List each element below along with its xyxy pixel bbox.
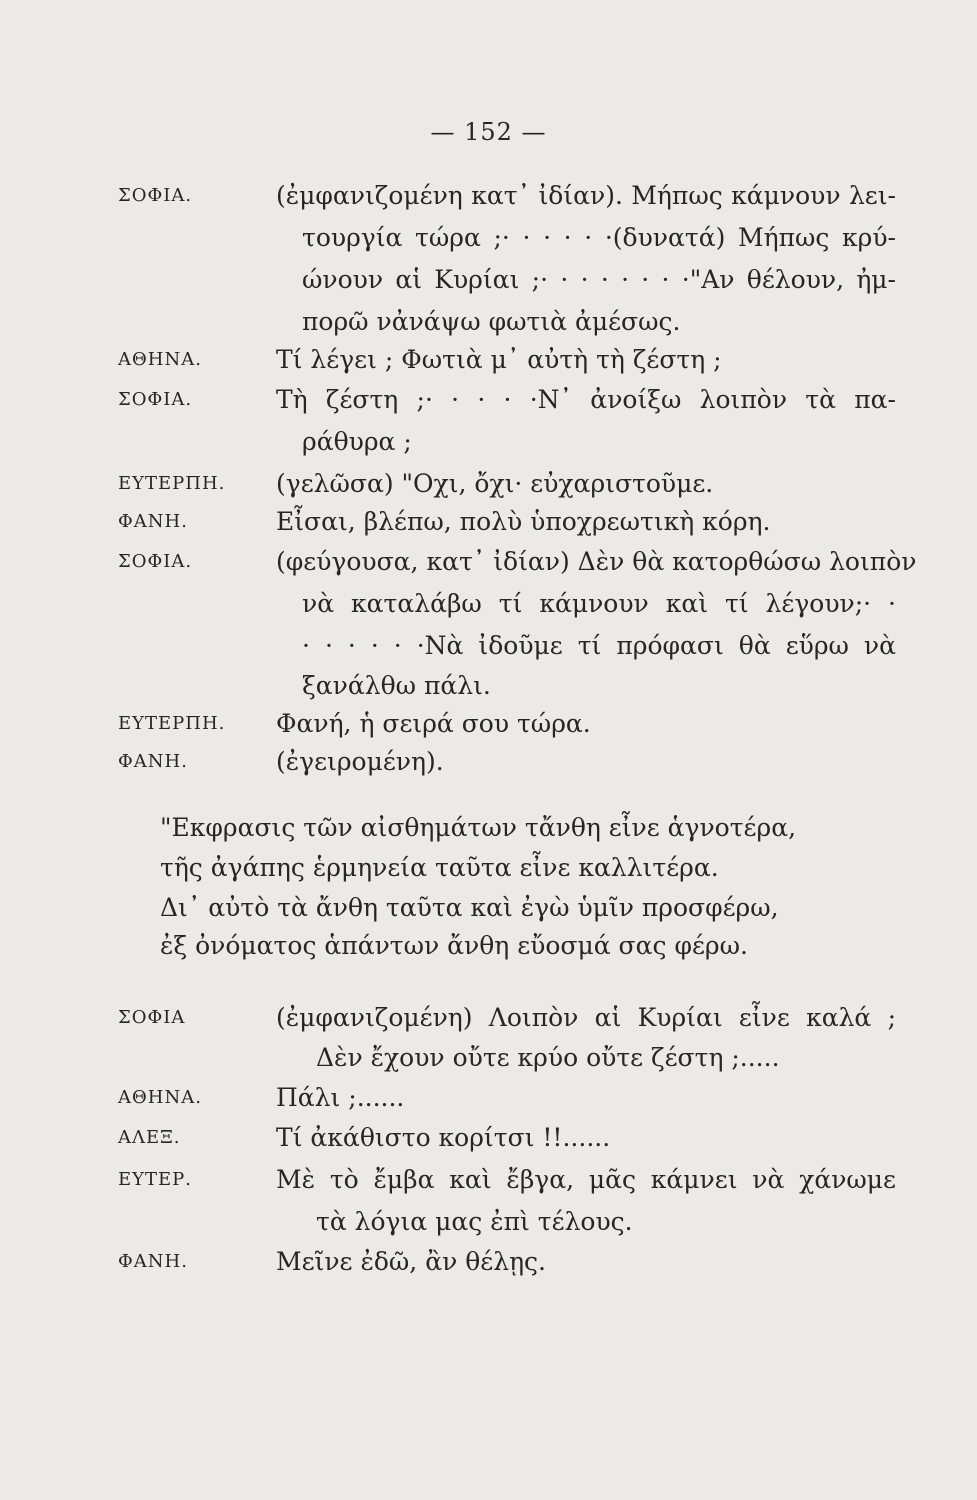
dialogue-line: Φανή, ἡ σειρά σου τώρα. — [276, 709, 591, 738]
speaker-name: ΕΥΤΕΡ. — [118, 1169, 193, 1190]
dialogue-line: ώνουν αἱ Κυρίαι ;· · · · · · · ·"Αν θέλουν, ἠμ- — [302, 265, 896, 294]
dialogue-entry — [0, 742, 977, 782]
poem-line: "Εκφρασις τῶν αἰσθημάτων τἄνθη εἶνε ἁγνοτέρα, — [160, 813, 797, 842]
dialogue-line: Πάλι ;...... — [276, 1083, 405, 1112]
dialogue-entry — [0, 1242, 977, 1282]
dialogue-entry — [0, 998, 977, 1038]
dialogue-entry — [0, 542, 977, 582]
dialogue-line: Εἶσαι, βλέπω, πολὺ ὑποχρεωτικὴ κόρη. — [276, 507, 771, 536]
poem-line: Δι᾽ αὐτὸ τὰ ἄνθη ταῦτα καὶ ἐγὼ ὑμῖν προσφέρω, — [160, 893, 779, 922]
speaker-name: ΣΟΦΙΑ. — [118, 551, 193, 572]
dialogue-line: πορῶ νἀνάψω φωτιὰ ἀμέσως. — [302, 307, 681, 336]
dialogue-line: Τί λέγει ; Φωτιὰ μ᾽ αὐτὴ τὴ ζέστη ; — [276, 345, 722, 374]
dialogue-line: (φεύγουσα, κατ᾽ ἰδίαν) Δὲν θὰ κατορθώσω λοιπὸν — [276, 547, 917, 576]
dialogue-line: · · · · · ·Νὰ ἰδοῦμε τί πρόφασι θὰ εὕρω νὰ — [302, 631, 896, 660]
speaker-name: ΦΑΝΗ. — [118, 511, 188, 532]
speaker-name: ΑΛΕΞ. — [118, 1127, 181, 1148]
dialogue-line: ράθυρα ; — [302, 427, 412, 456]
dialogue-line: Τί ἀκάθιστο κορίτσι !!...... — [276, 1123, 611, 1152]
dialogue-entry — [0, 176, 977, 216]
poem-line: τῆς ἀγάπης ἑρμηνεία ταῦτα εἶνε καλλιτέρα. — [160, 853, 719, 882]
page-number: — 152 — — [430, 118, 547, 146]
dialogue-entry — [0, 1118, 977, 1158]
dialogue-line: (ἐμφανιζομένη κατ᾽ ἰδίαν). Μήπως κάμνουν λει- — [276, 181, 896, 210]
dialogue-entry — [0, 502, 977, 542]
poem-line: ἐξ ὀνόματος ἁπάντων ἄνθη εὔοσμά σας φέρω. — [160, 931, 748, 960]
speaker-name: ΣΟΦΙΑ. — [118, 389, 193, 410]
dialogue-entry — [0, 464, 977, 504]
dialogue-entry — [0, 704, 977, 744]
dialogue-line: Μὲ τὸ ἔμβα καὶ ἔβγα, μᾶς κάμνει νὰ χάνωμε — [276, 1165, 896, 1194]
dialogue-line: Δὲν ἔχουν οὔτε κρύο οὔτε ζέστη ;..... — [316, 1043, 780, 1072]
dialogue-entry — [0, 380, 977, 420]
speaker-name: ΣΟΦΙΑ — [118, 1007, 186, 1028]
speaker-name: ΦΑΝΗ. — [118, 751, 188, 772]
dialogue-line: τὰ λόγια μας ἐπὶ τέλους. — [316, 1207, 633, 1236]
dialogue-line: τουργία τώρα ;· · · · · ·(δυνατά) Μήπως κρύ- — [302, 223, 896, 252]
speaker-name: ΑΘΗΝΑ. — [118, 349, 202, 370]
speaker-name: ΣΟΦΙΑ. — [118, 185, 193, 206]
dialogue-line: Τὴ ζέστη ;· · · · ·Ν᾽ ἀνοίξω λοιπὸν τὰ πα- — [276, 385, 896, 414]
dialogue-line: (γελῶσα) "Οχι, ὄχι· εὐχαριστοῦμε. — [276, 469, 714, 498]
dialogue-line: νὰ καταλάβω τί κάμνουν καὶ τί λέγουν;· · — [302, 589, 896, 618]
dialogue-line: (ἐμφανιζομένη) Λοιπὸν αἱ Κυρίαι εἶνε καλά ; — [276, 1003, 896, 1032]
speaker-name: ΕΥΤΕΡΠΗ. — [118, 713, 226, 734]
dialogue-entry — [0, 340, 977, 380]
dialogue-line: ξανάλθω πάλι. — [302, 671, 491, 700]
dialogue-entry — [0, 1160, 977, 1200]
dialogue-line: Μεῖνε ἐδῶ, ἂν θέλῃς. — [276, 1247, 546, 1276]
speaker-name: ΑΘΗΝΑ. — [118, 1087, 202, 1108]
dialogue-line: (ἐγειρομένη). — [276, 747, 444, 776]
speaker-name: ΦΑΝΗ. — [118, 1251, 188, 1272]
dialogue-entry — [0, 1078, 977, 1118]
speaker-name: ΕΥΤΕΡΠΗ. — [118, 473, 226, 494]
